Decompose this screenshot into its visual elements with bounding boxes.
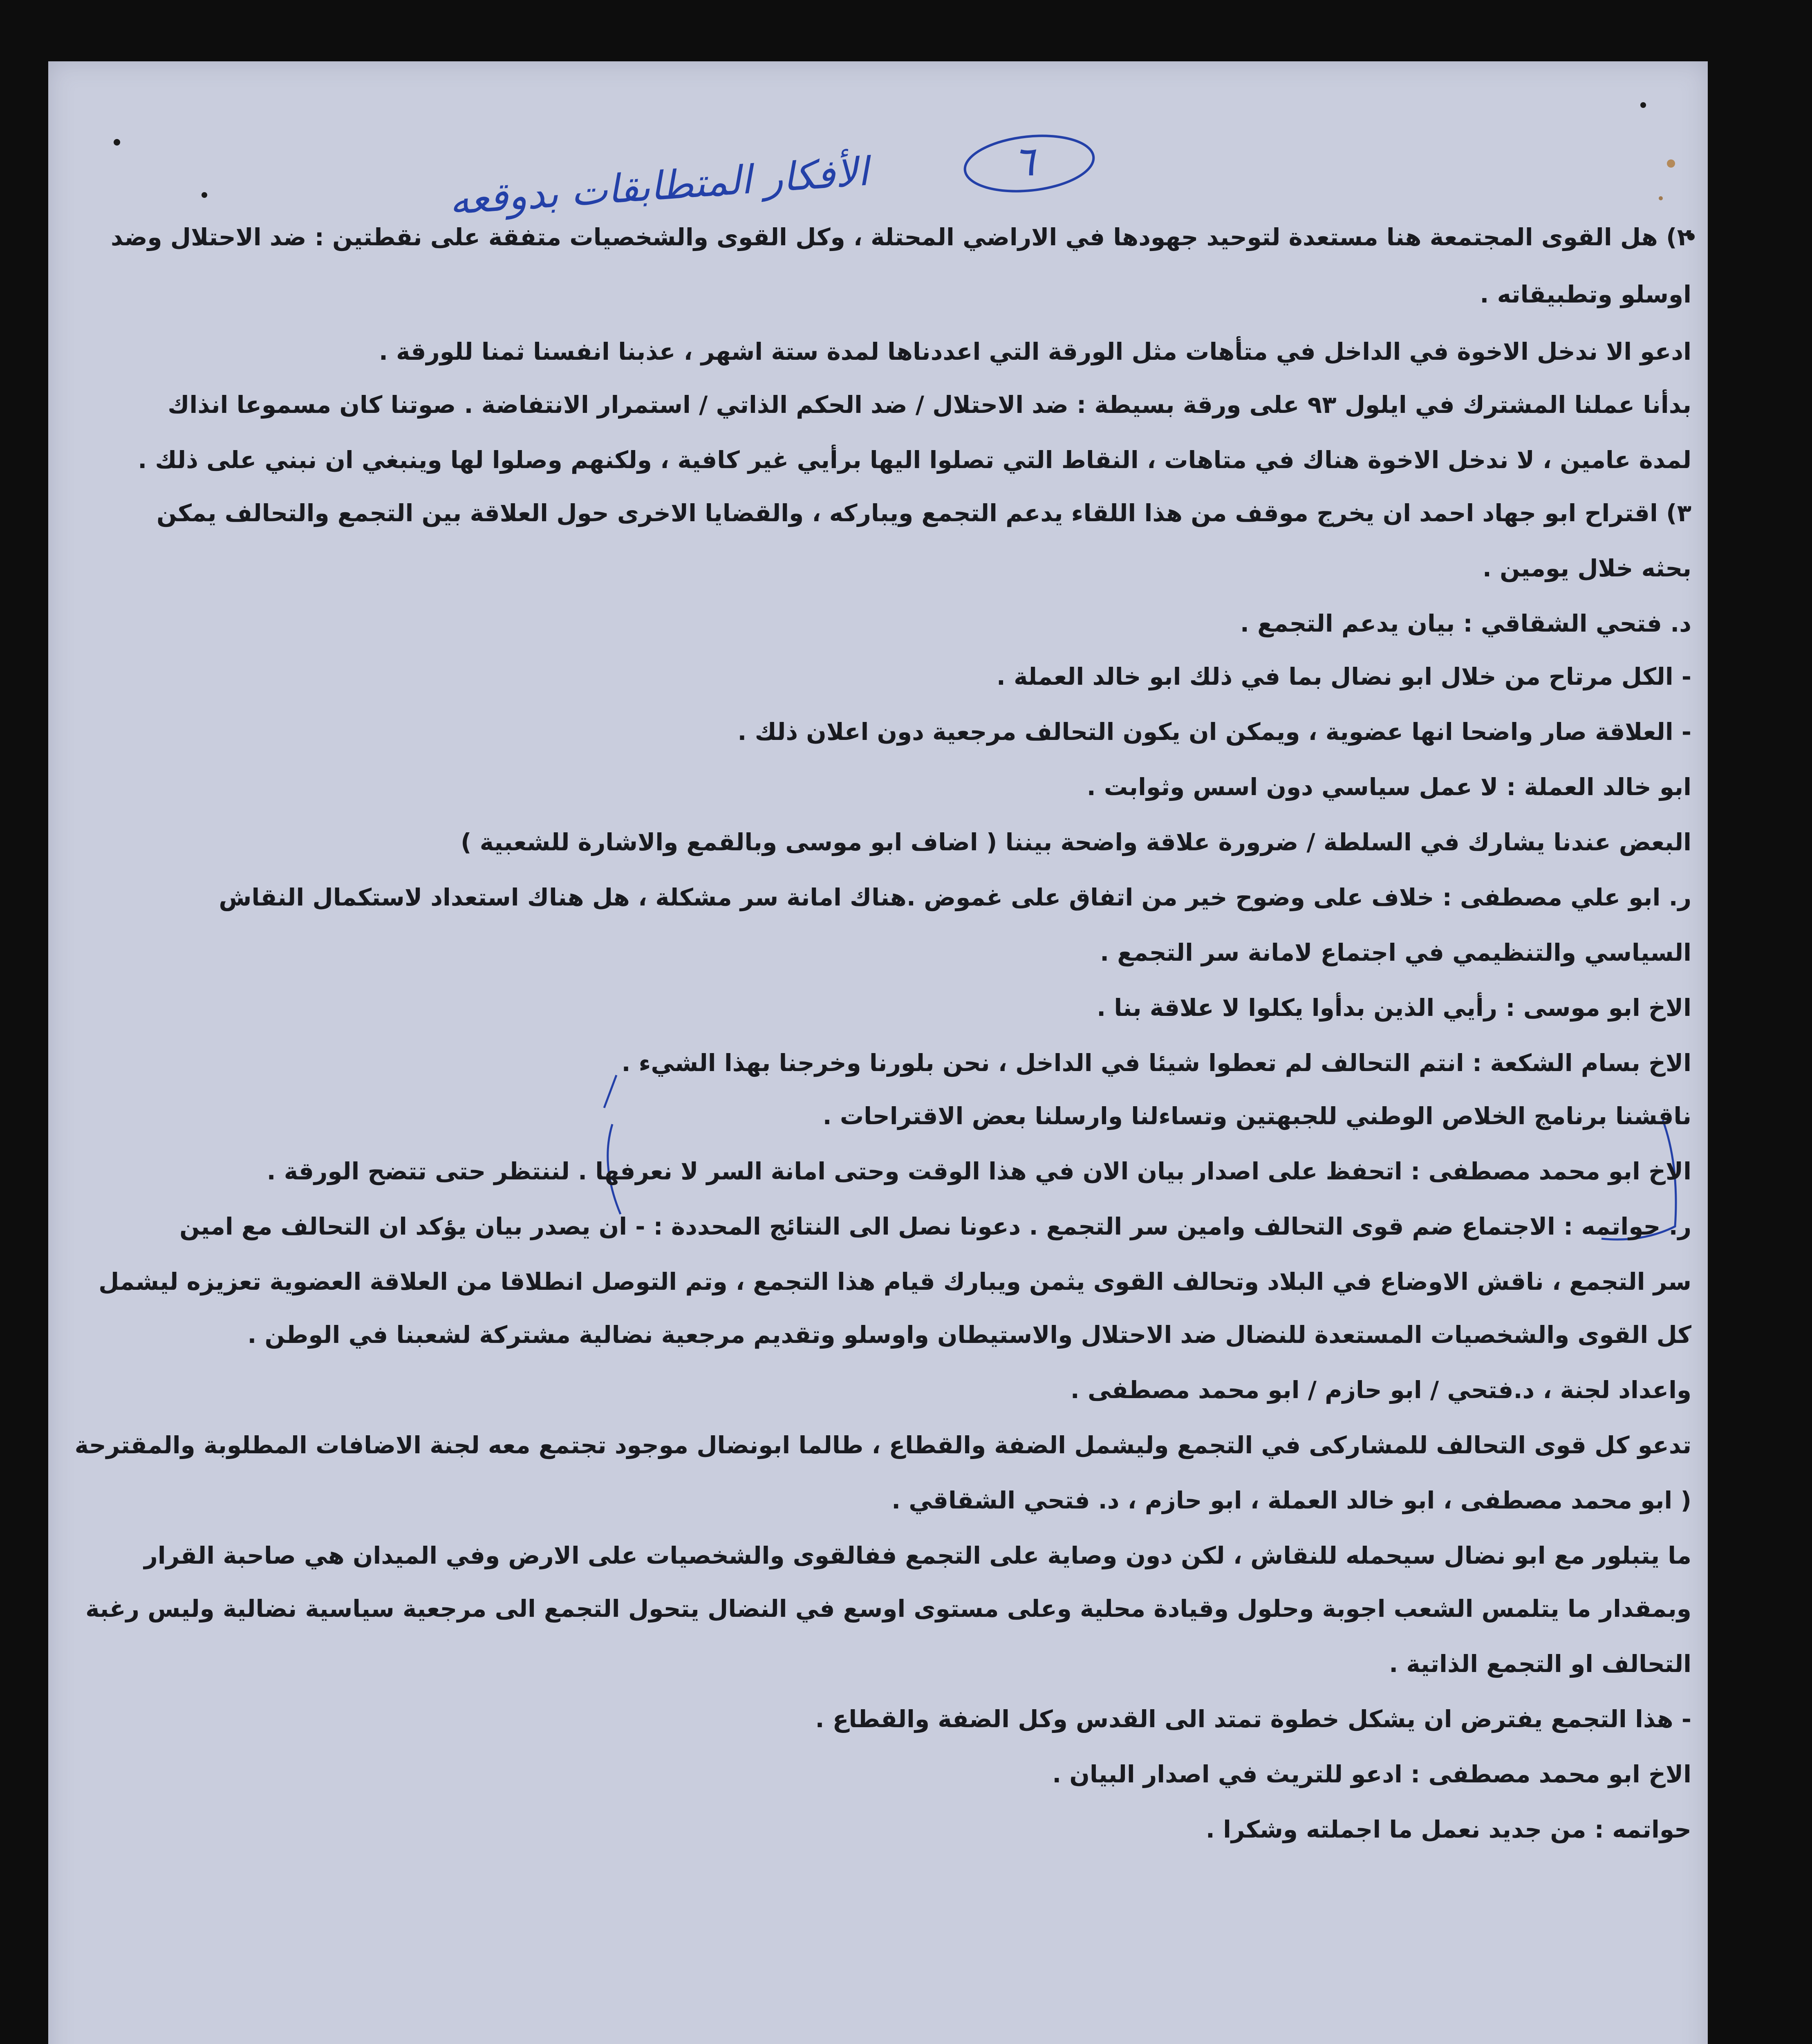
stain-dot xyxy=(1667,159,1675,168)
text-line: ناقشنا برنامج الخلاص الوطني للجبهتين وتساءلنا وارسلنا بعض الاقتراحات . xyxy=(822,1102,1691,1130)
stain-dot xyxy=(1659,196,1663,200)
text-line: لمدة عامين ، لا ندخل الاخوة هناك في متاهات ، النقاط التي تصلوا اليها برأيي غير كافية ، ولكنهم وصلوا لها وينبغي ان نبني على ذلك . xyxy=(138,446,1691,474)
ink-dot xyxy=(1640,102,1646,108)
document-page xyxy=(48,61,1708,2044)
text-line: ٣) اقتراح ابو جهاد احمد ان يخرج موقف من هذا اللقاء يدعم التجمع ويباركه ، والقضايا الاخرى حول العلاقة بين التجمع والتحالف يمكن xyxy=(157,499,1691,527)
text-line: الاخ ابو موسى : رأيي الذين بدأوا يكلوا لا علاقة بنا . xyxy=(1097,994,1691,1022)
text-line: ابو خالد العملة : لا عمل سياسي دون اسس وثوابت . xyxy=(1086,773,1691,801)
text-line: وبمقدار ما يتلمس الشعب اجوبة وحلول وقيادة محلية وعلى مستوى اوسع في النضال يتحول التجمع الى مرجعية سياسية نضالية وليس رغبة xyxy=(85,1595,1691,1623)
ink-dot xyxy=(114,139,120,146)
text-line: ادعو الا ندخل الاخوة في الداخل في متأهات مثل الورقة التي اعددناها لمدة ستة اشهر ، عذبنا انفسنا ثمنا للورقة . xyxy=(379,338,1691,365)
text-line: ر. ابو علي مصطفى : خلاف على وضوح خير من اتفاق على غموض .هناك امانة سر مشكلة ، هل هناك استعداد لاستكمال النقاش xyxy=(219,883,1691,911)
text-line: ر. حواتمه : الاجتماع ضم قوى التحالف وامين سر التجمع . دعونا نصل الى النتائج المحددة : - ان يصدر بيان يؤكد ان التحالف مع امين xyxy=(179,1213,1691,1240)
text-line: - العلاقة صار واضحا انها عضوية ، ويمكن ان يكون التحالف مرجعية دون اعلان ذلك . xyxy=(737,718,1691,746)
text-line: ٢) هل القوى المجتمعة هنا مستعدة لتوحيد جهودها في الاراضي المحتلة ، وكل القوى والشخصيات متفقة على نقطتين : ضد الاحتلال وضد xyxy=(110,223,1691,251)
text-line: حواتمه : من جديد نعمل ما اجملته وشكرا . xyxy=(1205,1815,1691,1843)
text-line: بحثه خلال يومين . xyxy=(1482,554,1691,582)
circled-page-number: ٦ xyxy=(1013,137,1035,185)
text-line: ( ابو محمد مصطفى ، ابو خالد العملة ، ابو حازم ، د. فتحي الشقاقي . xyxy=(891,1486,1691,1514)
text-line: بدأنا عملنا المشترك في ايلول ٩٣ على ورقة بسيطة : ضد الاحتلال / ضد الحكم الذاتي / استمرار الانتفاضة . صوتنا كان مسموعا انذاك xyxy=(168,391,1691,419)
text-line: التحالف او التجمع الذاتية . xyxy=(1389,1650,1691,1678)
text-line: سر التجمع ، ناقش الاوضاع في البلاد وتحالف القوى يثمن ويبارك قيام هذا التجمع ، وتم التوصل انطلاقا من العلاقة العضوية تعزيزه ليشمل xyxy=(99,1268,1691,1295)
ink-dot xyxy=(202,192,207,198)
text-line: - الكل مرتاح من خلال ابو نضال بما في ذلك ابو خالد العملة . xyxy=(996,663,1691,690)
text-line: الاخ ابو محمد مصطفى : ادعو للتريث في اصدار البيان . xyxy=(1052,1760,1691,1788)
text-line: السياسي والتنظيمي في اجتماع لامانة سر التجمع . xyxy=(1100,939,1691,966)
text-line: د. فتحي الشقاقي : بيان يدعم التجمع . xyxy=(1240,610,1691,637)
text-line: اوسلو وتطبيقاته . xyxy=(1480,280,1691,308)
text-line: كل القوى والشخصيات المستعدة للنضال ضد الاحتلال والاستيطان واوسلو وتقديم مرجعية نضالية مشتركة لشعبنا في الوطن . xyxy=(247,1321,1691,1349)
text-line: - هذا التجمع يفترض ان يشكل خطوة تمتد الى القدس وكل الضفة والقطاع . xyxy=(815,1705,1691,1733)
text-line: الاخ بسام الشكعة : انتم التحالف لم تعطوا شيئا في الداخل ، نحن بلورنا وخرجنا بهذا الشيء . xyxy=(621,1049,1691,1077)
text-line: ما يتبلور مع ابو نضال سيحمله للنقاش ، لكن دون وصاية على التجمع ففالقوى والشخصيات على الارض وفي الميدان هي صاحبة القرار xyxy=(144,1542,1691,1569)
handwritten-title: الأفكار المتطابقات بدوقعه xyxy=(448,148,870,224)
text-line: واعداد لجنة ، د.فتحي / ابو حازم / ابو محمد مصطفى . xyxy=(1070,1376,1691,1404)
text-line: تدعو كل قوى التحالف للمشاركى في التجمع وليشمل الضفة والقطاع ، طالما ابونضال موجود تجتمع معه لجنة الاضافات المطلوبة والمقترحة xyxy=(74,1431,1691,1459)
text-line: البعض عندنا يشارك في السلطة / ضرورة علاقة واضحة بيننا ( اضاف ابو موسى وبالقمع والاشارة للشعبية ) xyxy=(460,828,1691,856)
text-line: الاخ ابو محمد مصطفى : اتحفظ على اصدار بيان الان في هذا الوقت وحتى امانة السر لا نعرفها . لننتظر حتى تتضح الورقة . xyxy=(267,1157,1691,1185)
